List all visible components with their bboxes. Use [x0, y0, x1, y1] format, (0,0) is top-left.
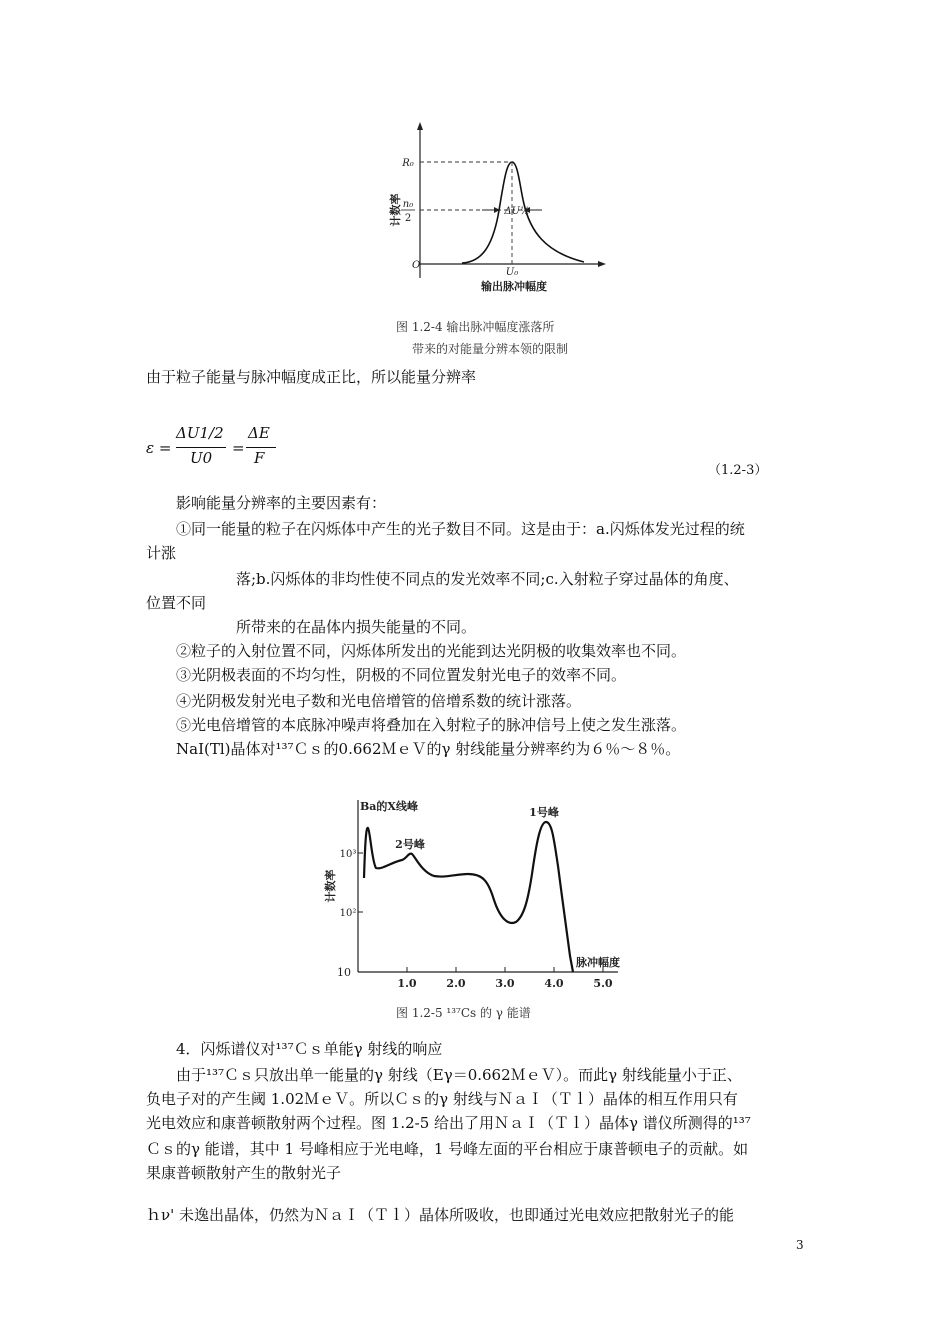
formula-denominator-2: F [254, 449, 265, 467]
formula-epsilon: ε = [146, 439, 172, 457]
fig2-peak1-label: 1号峰 [529, 806, 559, 819]
factors-title: 影响能量分辨率的主要因素有： [176, 494, 387, 512]
nai-resolution-line: NaI(Tl)晶体对¹³⁷Ｃｓ的0.662ＭｅＶ的γ 射线能量分辨率约为６％～８％。 [176, 740, 681, 758]
body-line5: 果康普顿散射产生的散射光子 [146, 1164, 342, 1182]
figure-cs137-spectrum [318, 786, 648, 996]
figure2-caption: 图 1.2-5 ¹³⁷Cs 的 γ 能谱 [396, 1006, 531, 1020]
fig2-y-axis-label: 计数率 [324, 869, 337, 903]
fig1-u0-label: U₀ [505, 267, 519, 278]
formula-numerator-2: ΔE [248, 424, 270, 442]
item2: ②粒子的入射位置不同，闪烁体所发出的光能到达光阴极的收集效率也不同。 [176, 642, 687, 660]
item1-line4: 位置不同 [146, 594, 207, 612]
fig2-x-tick-label-1: 1.0 [397, 977, 417, 990]
fig1-origin-label: O [412, 260, 421, 271]
formula-fraction-bar-2 [246, 447, 276, 448]
fig1-r0-label: R₀ [402, 158, 414, 169]
item1-line3: 落;b.闪烁体的非均性使不同点的发光效率不同;c.入射粒子穿过晶体的角度、 [236, 570, 739, 588]
fig2-x-tick-label-5: 5.0 [593, 977, 613, 990]
fig2-x-tick-label-4: 4.0 [544, 977, 564, 990]
fig1-n0-label: n₀ [402, 199, 414, 210]
body-line6: ｈν' 未逸出晶体，仍然为ＮａＩ（Ｔｌ）晶体所吸收，也即通过光电效应把散射光子的能 [146, 1206, 735, 1224]
section-title: 4．闪烁谱仪对¹³⁷Ｃｓ单能γ 射线的响应 [176, 1040, 443, 1058]
body-line1: 由于¹³⁷Ｃｓ只放出单一能量的γ 射线（Eγ＝0.662ＭｅＶ）。而此γ 射线能量小于正、 [176, 1066, 742, 1084]
fig2-x-tick-label-2: 2.0 [446, 977, 466, 990]
body-line4: Ｃｓ的γ 能谱，其中 1 号峰相应于光电峰，1 号峰左面的平台相应于康普顿电子的贡献。如 [146, 1140, 749, 1158]
fig2-peak2-label: 2号峰 [395, 838, 425, 851]
formula-fraction-bar-1 [176, 447, 226, 448]
fig1-delta-label: ΔU½ [504, 206, 530, 217]
body-line2: 负电子对的产生阈 1.02ＭｅＶ。所以Ｃｓ的γ 射线与ＮａＩ（Ｔｌ）晶体的相互作用只有 [146, 1090, 738, 1108]
formula-number: （1.2-3） [708, 463, 768, 478]
formula-equals: = [232, 439, 245, 457]
fig1-x-label: 输出脉冲幅度 [481, 280, 547, 293]
figure1-caption-line2: 带来的对能量分辨本领的限制 [412, 342, 569, 356]
fig1-x-arrow [598, 261, 606, 267]
paragraph-intro: 由于粒子能量与脉冲幅度成正比，所以能量分辨率 [146, 368, 477, 386]
item1-line5: 所带来的在晶体内损失能量的不同。 [236, 618, 477, 636]
item4: ④光阴极发射光电子数和光电倍增管的倍增系数的统计涨落。 [176, 692, 582, 710]
fig1-two-label: 2 [404, 213, 412, 224]
item5: ⑤光电倍增管的本底脉冲噪声将叠加在入射粒子的脉冲信号上使之发生涨落。 [176, 716, 687, 734]
fig2-y-tick-label-10: 10 [337, 966, 351, 979]
item1-line1: ①同一能量的粒子在闪烁体中产生的光子数目不同。这是由于：a.闪烁体发光过程的统 [176, 520, 745, 538]
fig1-y-label: 计数率 [389, 193, 402, 227]
formula-1-2-3 [146, 424, 286, 474]
fig1-y-arrow [417, 122, 423, 130]
fig2-y-tick-label-100: 10² [339, 908, 357, 919]
formula-denominator-1: U0 [190, 449, 213, 467]
fig2-y-tick-label-1000: 10³ [339, 849, 357, 860]
body-line3: 光电效应和康普顿散射两个过程。图 1.2-5 给出了用ＮａＩ（Ｔｌ）晶体γ 谱仪所测得的¹³⁷ [146, 1114, 751, 1132]
page-number: 3 [796, 1238, 804, 1252]
fig2-ba-peak-label: Ba的X线峰 [360, 800, 418, 813]
fig2-x-tick-label-3: 3.0 [495, 977, 515, 990]
item3: ③光阴极表面的不均匀性，阴极的不同位置发射光电子的效率不同。 [176, 666, 627, 684]
figure-resolution-curve [370, 118, 610, 298]
formula-numerator-1: ΔU1/2 [176, 424, 224, 442]
fig2-x-axis-label: 脉冲幅度 [576, 956, 620, 969]
item1-line2: 计涨 [146, 544, 177, 562]
figure1-caption-line1: 图 1.2-4 输出脉冲幅度涨落所 [396, 320, 555, 334]
